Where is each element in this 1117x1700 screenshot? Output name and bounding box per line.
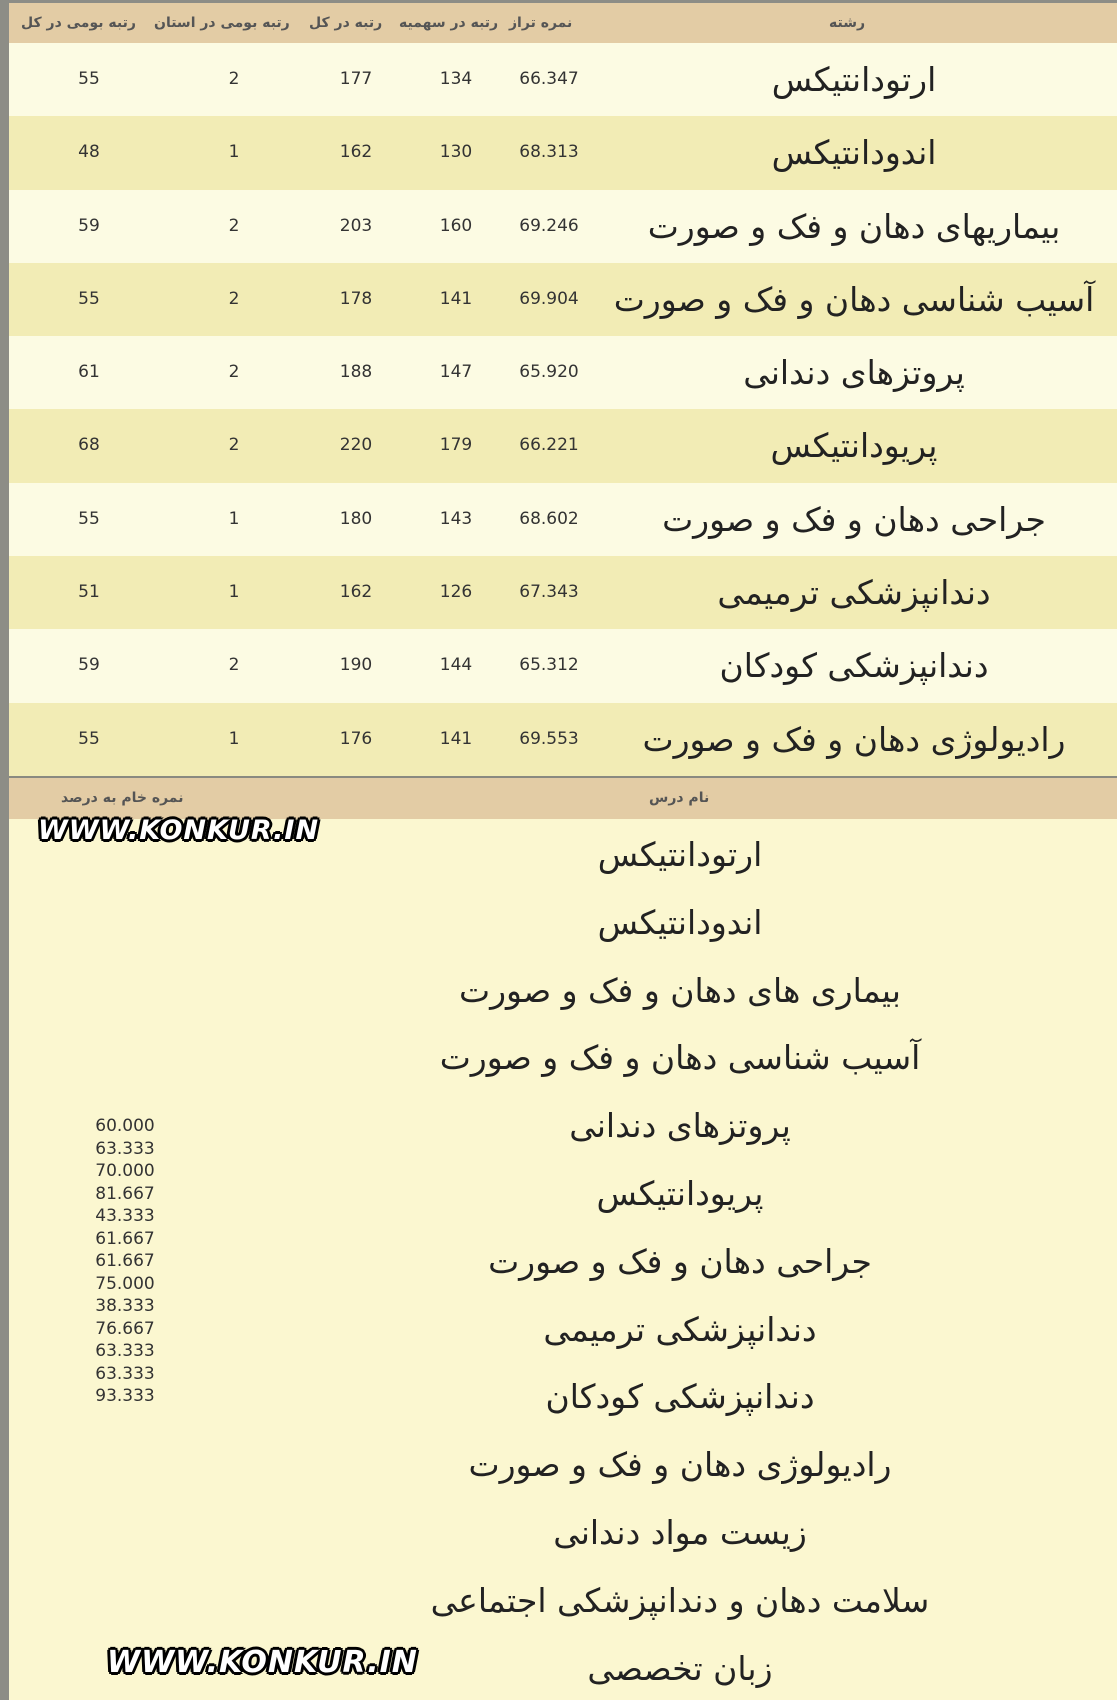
cell-rank-native-total: 59: [78, 655, 100, 676]
cell-taraz: 69.904: [519, 288, 579, 309]
cell-rank-native-province: 1: [228, 508, 240, 529]
table-row: [9, 43, 1117, 116]
cell-rank-native-total: 55: [78, 728, 100, 749]
raw-percent-value: 63.333: [95, 1138, 155, 1159]
course-name: پروتزهای دندانی: [569, 1106, 791, 1146]
cell-rank-native-province: 2: [228, 288, 240, 309]
cell-rank-quota: 144: [439, 655, 473, 676]
cell-rank-native-province: 1: [228, 142, 240, 163]
header-rank-total: رتبه در کل: [309, 15, 383, 31]
cell-field: دندانپزشکی کودکان: [719, 646, 989, 686]
table-row: [9, 409, 1117, 482]
table-row: [9, 483, 1117, 556]
cell-field: پریودانتیکس: [770, 426, 938, 466]
cell-rank-native-province: 2: [228, 655, 240, 676]
cell-rank-quota: 179: [439, 435, 473, 456]
cell-field: ارتودانتیکس: [771, 60, 937, 99]
raw-percent-value: 76.667: [95, 1318, 155, 1339]
header-rank-native-total: رتبه بومی در کل: [21, 15, 136, 31]
table2-header: [9, 778, 1117, 819]
course-name: رادیولوژی دهان و فک و صورت: [468, 1445, 892, 1485]
cell-rank-total: 177: [339, 69, 373, 89]
header-field: رشته: [829, 15, 866, 31]
cell-taraz: 65.312: [519, 655, 579, 676]
cell-rank-quota: 130: [439, 142, 473, 163]
header-rank-quota: رتبه در سهمیه: [399, 15, 499, 31]
cell-rank-native-total: 48: [78, 142, 100, 163]
cell-rank-native-total: 61: [78, 362, 100, 383]
header-raw-percent: نمره خام به درصد: [61, 790, 184, 806]
cell-rank-quota: 134: [439, 69, 473, 89]
cell-rank-total: 162: [339, 142, 373, 163]
raw-percent-value: 61.667: [95, 1228, 155, 1249]
header-rank-native-province: رتبه بومی در استان: [154, 15, 290, 31]
cell-rank-native-total: 55: [78, 508, 100, 529]
cell-rank-quota: 126: [439, 582, 473, 603]
watermark-top: WWW.KONKUR.IN: [38, 815, 320, 846]
raw-percent-value: 93.333: [95, 1386, 155, 1406]
cell-rank-quota: 147: [439, 362, 473, 383]
raw-percent-value: 63.333: [95, 1363, 155, 1384]
course-name: سلامت دهان و دندانپزشکی اجتماعی: [430, 1580, 930, 1620]
cell-rank-quota: 141: [439, 728, 473, 749]
course-name: آسیب شناسی دهان و فک و صورت: [439, 1038, 921, 1078]
course-name: جراحی دهان و فک و صورت: [488, 1241, 872, 1281]
cell-rank-quota: 141: [439, 288, 473, 309]
left-border: [0, 0, 9, 1700]
cell-rank-native-province: 1: [228, 728, 240, 749]
cell-rank-native-total: 55: [78, 69, 100, 89]
cell-field: اندودانتیکس: [771, 133, 937, 173]
raw-percent-value: 70.000: [95, 1161, 155, 1181]
cell-field: آسیب شناسی دهان و فک و صورت: [613, 279, 1095, 319]
table-row: [9, 703, 1117, 776]
course-name: ارتودانتیکس: [597, 835, 763, 874]
cell-field: پروتزهای دندانی: [743, 353, 965, 393]
cell-rank-native-province: 2: [228, 435, 240, 456]
table1-body: [9, 43, 1117, 776]
raw-percent-value: 60.000: [95, 1116, 155, 1136]
cell-taraz: 65.920: [519, 362, 579, 383]
cell-rank-native-total: 68: [78, 435, 100, 456]
course-name: زبان تخصصی: [587, 1648, 773, 1688]
cell-taraz: 66.347: [519, 69, 579, 89]
cell-field: رادیولوژی دهان و فک و صورت: [642, 719, 1066, 759]
cell-rank-total: 180: [339, 508, 373, 529]
raw-percent-value: 38.333: [95, 1296, 155, 1316]
cell-taraz: 69.553: [519, 728, 579, 749]
raw-percent-value: 63.333: [95, 1341, 155, 1361]
cell-rank-total: 178: [339, 288, 373, 309]
cell-rank-quota: 143: [439, 508, 473, 529]
course-name: اندودانتیکس: [597, 902, 763, 942]
table-row: [9, 190, 1117, 263]
cell-rank-native-province: 2: [228, 69, 240, 89]
cell-rank-total: 176: [339, 728, 373, 749]
cell-rank-total: 190: [339, 655, 373, 676]
raw-percent-value: 61.667: [95, 1251, 155, 1271]
course-name: دندانپزشکی کودکان: [545, 1377, 815, 1417]
cell-field: جراحی دهان و فک و صورت: [662, 499, 1046, 539]
course-name: زیست مواد دندانی: [553, 1513, 807, 1552]
cell-taraz: 67.343: [519, 582, 579, 603]
cell-rank-quota: 160: [439, 215, 473, 236]
cell-rank-total: 188: [339, 362, 373, 383]
course-name: پریودانتیکس: [596, 1174, 764, 1213]
course-name: بیماری های دهان و فک و صورت: [459, 970, 901, 1010]
cell-rank-native-province: 1: [228, 582, 240, 603]
cell-rank-native-province: 2: [228, 362, 240, 383]
watermark-bottom: WWW.KONKUR.IN: [107, 1645, 418, 1680]
table-row: [9, 629, 1117, 702]
table-row: [9, 263, 1117, 336]
cell-rank-total: 203: [339, 215, 373, 236]
cell-taraz: 68.602: [519, 508, 579, 529]
cell-rank-total: 162: [339, 582, 373, 603]
table1-header: [9, 3, 1117, 43]
cell-rank-native-province: 2: [228, 215, 240, 236]
cell-rank-native-total: 55: [78, 288, 100, 309]
raw-percent-value: 75.000: [95, 1273, 155, 1294]
cell-rank-native-total: 51: [78, 582, 100, 603]
cell-rank-total: 220: [339, 435, 373, 456]
header-course-name: نام درس: [649, 790, 710, 806]
raw-percent-value: 81.667: [95, 1183, 155, 1204]
cell-field: بیماریهای دهان و فک و صورت: [647, 206, 1061, 246]
course-name: دندانپزشکی ترمیمی: [543, 1309, 817, 1349]
cell-taraz: 69.246: [519, 215, 579, 236]
table-row: [9, 116, 1117, 189]
table-row: [9, 556, 1117, 629]
cell-rank-native-total: 59: [78, 215, 100, 236]
cell-field: دندانپزشکی ترمیمی: [717, 573, 991, 613]
cell-taraz: 66.221: [519, 435, 579, 456]
raw-percent-value: 43.333: [95, 1206, 155, 1226]
header-taraz: نمره تراز: [509, 15, 573, 31]
table-row: [9, 336, 1117, 409]
cell-taraz: 68.313: [519, 142, 579, 163]
